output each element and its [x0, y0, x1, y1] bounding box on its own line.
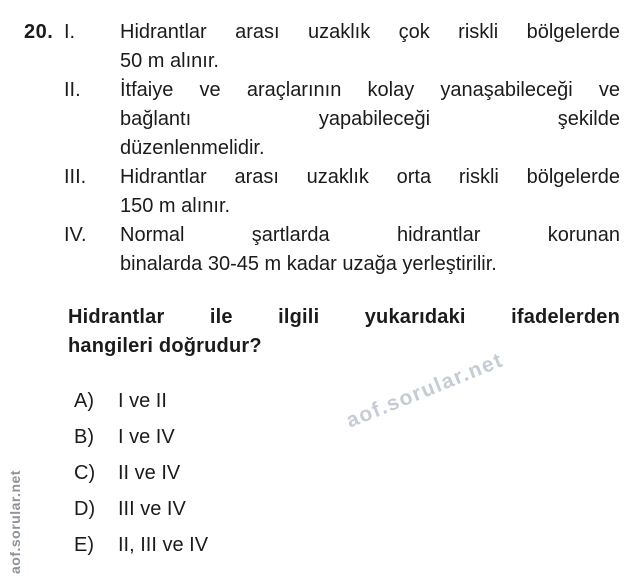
question-number: 20. — [24, 21, 54, 43]
statement-1-line-1: Hidrantlar arası uzaklık çok riskli bölgelerde — [120, 21, 620, 43]
question-text-line-1: Hidrantlar ile ilgili yukarıdaki ifadelerden — [68, 306, 620, 328]
option-text: I ve II — [118, 390, 167, 412]
option-text: I ve IV — [118, 426, 175, 448]
watermark-diagonal: aof.sorular.net — [342, 348, 507, 433]
statements-block — [120, 18, 620, 279]
option-row-a — [74, 383, 208, 419]
statement-2-line-2: bağlantı yapabileceği şekilde — [120, 108, 620, 130]
option-row-c — [74, 455, 208, 491]
option-text: III ve IV — [118, 498, 186, 520]
option-letter: E) — [74, 534, 94, 556]
statement-3-line-1: Hidrantlar arası uzaklık orta riskli bölgelerde — [120, 166, 620, 188]
question-text-line-2: hangileri doğrudur? — [68, 335, 262, 357]
option-letter: B) — [74, 426, 94, 448]
statement-4-line-2: binalarda 30-45 m kadar uzağa yerleştirilir. — [120, 253, 497, 275]
options-list — [74, 383, 208, 563]
statement-numeral-2: II. — [64, 79, 81, 101]
statement-numeral-4: IV. — [64, 224, 87, 246]
statement-3-line-2: 150 m alınır. — [120, 195, 231, 217]
option-row-e — [74, 527, 208, 563]
statement-numeral-1: I. — [64, 21, 76, 43]
statement-2-line-3: düzenlenmelidir. — [120, 137, 265, 159]
statement-numeral-3: III. — [64, 166, 87, 188]
watermark-vertical: aof.sorular.net — [7, 470, 23, 574]
option-letter: A) — [74, 390, 94, 412]
option-letter: C) — [74, 462, 96, 484]
question-text — [68, 303, 620, 361]
statement-1-line-2: 50 m alınır. — [120, 50, 219, 72]
statement-4-line-1: Normal şartlarda hidrantlar korunan — [120, 224, 620, 246]
option-row-b — [74, 419, 208, 455]
option-letter: D) — [74, 498, 96, 520]
option-text: II, III ve IV — [118, 534, 209, 556]
option-text: II ve IV — [118, 462, 181, 484]
option-row-d — [74, 491, 208, 527]
statement-2-line-1: İtfaiye ve araçlarının kolay yanaşabileceği ve — [120, 79, 620, 101]
